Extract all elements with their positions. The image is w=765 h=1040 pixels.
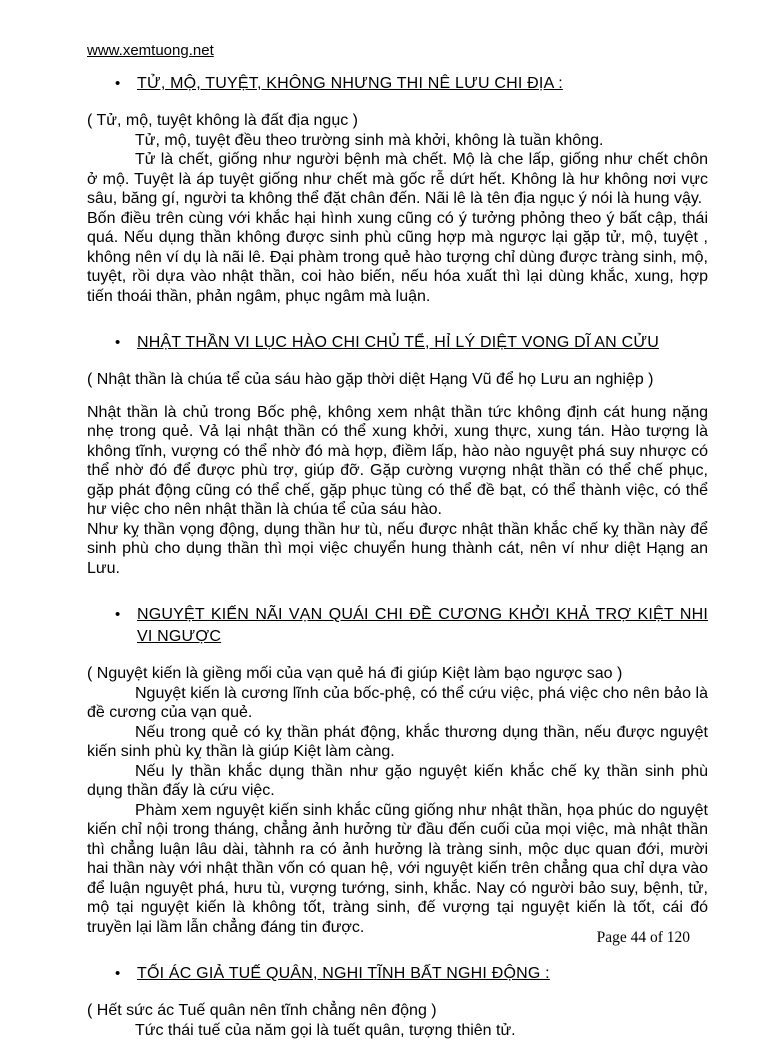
bullet-icon: • bbox=[115, 73, 137, 95]
section-heading-text: NHẬT THẦN VI LỤC HÀO CHI CHỦ TỂ, HỈ LÝ DIỆT VONG DĨ AN CỬU bbox=[137, 332, 708, 354]
paragraph: Phàm xem nguyệt kiến sinh khắc cũng giống như nhật thần, họa phúc do nguyệt kiến chỉ nội trong tháng, chẳng ảnh hưởng từ đầu đến cuối của mọi việc, mà nhật thần thì chẳng luận lâu dài, tàhnh ra có ảnh hưởng là tràng sinh, mộc dục quan đới, mười hai thần này với nhật thần vốn có quan hệ, với nguyệt kiến trên chẳng qua chỉ dựa vào để luận nguyệt phá, hưu tù, vượng tướng, sinh, khắc. Nay có người bảo suy, bệnh, tử, mộ tại nguyệt kiến là không tốt, tràng sinh, đế vượng tại nguyệt kiến là tốt, cái đó truyền lại lầm lẫn chẳng đáng tin được. bbox=[87, 801, 708, 938]
paragraph: Tử, mộ, tuyệt đều theo trường sinh mà khởi, không là tuần không. bbox=[87, 131, 708, 151]
bullet-icon: • bbox=[115, 332, 137, 354]
section-heading-text: NGUYỆT KIẾN NÃI VẠN QUÁI CHI ĐỀ CƯƠNG KHỞI KHẢ TRỢ KIỆT NHI VI NGƯỢC bbox=[137, 604, 708, 648]
section-heading bbox=[115, 963, 708, 985]
site-url-link[interactable]: www.xemtuong.net bbox=[87, 42, 214, 60]
section-heading-text: TỐI ÁC GIẢ TUẾ QUÂN, NGHI TĨNH BẤT NGHI ĐỘNG : bbox=[137, 963, 708, 985]
bullet-icon: • bbox=[115, 604, 137, 626]
paragraph: ( Hết sức ác Tuế quân nên tĩnh chẳng nên động ) bbox=[87, 1001, 708, 1021]
paragraph: Nhật thần là chủ trong Bốc phệ, không xem nhật thần tức không định cát hung nặng nhẹ trong quẻ. Vả lại nhật thần có thể xung khởi, xung thực, xung tán. Hào tượng là không tĩnh, vượng có thể nhờ đó mà hợp, điềm lấp, hào nào nguyệt phá suy nhược có thể nhờ đó để được phù trợ, giúp đỡ. Gặp cường vượng nhật thần có thể chế phục, gặp phát động cũng có thể chế, gặp phục tùng có thể đề bạt, có thể thành việc, có thể hư việc cho nên nhật thần là chúa tể của sáu hào. bbox=[87, 403, 708, 520]
paragraph: Như kỵ thần vọng động, dụng thần hư tù, nếu được nhật thần khắc chế kỵ thần này để sinh phù cho dụng thần thì mọi việc chuyển hung thành cát, nên ví như diệt Hạng an Lưu. bbox=[87, 520, 708, 579]
paragraph: Nếu ly thần khắc dụng thần như gặo nguyệt kiến khắc chế kỵ thần sinh phù dụng thần đấy là cứu việc. bbox=[87, 762, 708, 801]
paragraph: Nếu trong quẻ có kỵ thần phát động, khắc thương dụng thần, nếu được nguyệt kiến sinh phù kỵ thần là giúp Kiệt làm càng. bbox=[87, 723, 708, 762]
paragraph: Tử là chết, giống như người bệnh mà chết. Mộ là che lấp, giống như chết chôn ở mộ. Tuyệt là áp tuyệt giống như chết mà gốc rễ dứt hết. Không là hư không nơi vực sâu, băng gí, người ta không thể đặt chân đến. Nãi lê là tên địa ngục ý nói là hung vậy. bbox=[87, 150, 708, 209]
paragraph: ( Tử, mộ, tuyệt không là đất địa ngục ) bbox=[87, 111, 708, 131]
section-heading-text: TỬ, MỘ, TUYỆT, KHÔNG NHƯNG THI NÊ LƯU CHI ĐỊA : bbox=[137, 73, 708, 95]
section-heading bbox=[115, 332, 708, 354]
section-heading bbox=[115, 73, 708, 95]
paragraph: ( Nguyệt kiến là giềng mối của vạn quẻ há đi giúp Kiệt làm bạo ngược sao ) bbox=[87, 664, 708, 684]
section-heading bbox=[115, 604, 708, 648]
paragraph: Bốn điều trên cùng với khắc hại hình xung cũng có ý tưởng phỏng theo ý bất cập, thái quá. Nếu dụng thần không được sinh phù cũng hợp mà ngược lại gặp tử, mộ, tuyệt , không nên ví dụ là nãi lê. Đại phàm trong quẻ hào tượng chỉ dùng được tràng sinh, mộ, tuyệt, rồi dựa vào nhật thần, coi hào biến, nếu hóa xuất thì lại dùng khắc, xung, hợp tiến thoái thần, phản ngâm, phục ngâm mà luận. bbox=[87, 209, 708, 307]
bullet-icon: • bbox=[115, 963, 137, 985]
document-page bbox=[87, 42, 708, 1040]
paragraph: Tức thái tuế của năm gọi là tuết quân, tượng thiên tử. bbox=[87, 1021, 708, 1040]
page-number: Page 44 of 120 bbox=[597, 929, 690, 947]
paragraph: Nguyệt kiến là cương lĩnh của bốc-phệ, có thể cứu việc, phá việc cho nên bảo là đề cương của vạn quẻ. bbox=[87, 684, 708, 723]
paragraph: ( Nhật thần là chúa tể của sáu hào gặp thời diệt Hạng Vũ để họ Lưu an nghiệp ) bbox=[87, 370, 708, 390]
